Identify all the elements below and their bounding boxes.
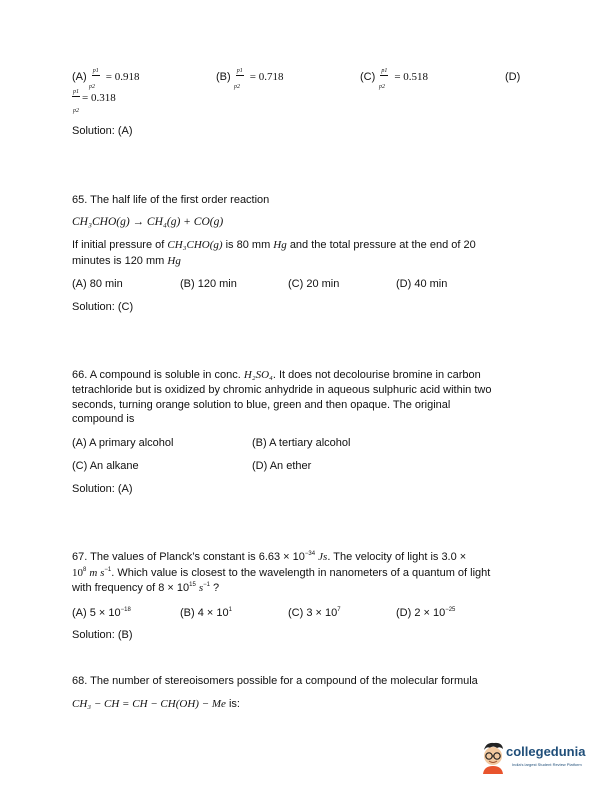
q66-option-b: (B) A tertiary alcohol: [252, 437, 351, 449]
text: is:: [228, 698, 240, 710]
logo-name: collegedunia: [506, 744, 586, 759]
fraction-numerator: p1: [73, 89, 79, 95]
option-value: = 0.318: [82, 92, 116, 104]
fraction-p1-p2: [72, 91, 82, 105]
text: with frequency of 8 × 10: [72, 582, 190, 594]
fraction-denominator: p2: [379, 84, 385, 90]
q67-line3: [72, 581, 219, 595]
formula: CH₃ − CH = CH − CH(OH) − Me: [72, 698, 226, 710]
q67-option-b: [180, 606, 232, 620]
unit: m s: [89, 567, 105, 579]
unit: Hg: [167, 255, 181, 267]
q64-option-d-label: (D): [505, 71, 521, 83]
exponent: −25: [445, 607, 456, 613]
q64-option-c: [360, 70, 428, 84]
q66-option-c: (C) An alkane: [72, 460, 139, 472]
option-text: (A) 5 × 10: [72, 607, 121, 619]
fraction-p1-p2: [90, 70, 106, 84]
q66-line2: tetrachloride but is oxidized by chromic anhydride in aqueous sulphuric acid within two: [72, 384, 492, 396]
q65-reaction: CH₃CHO(g) → CH₄(g) + CO(g): [72, 216, 224, 228]
fraction-numerator: p1: [236, 68, 243, 74]
q67-line2: [72, 566, 490, 580]
q66-line3: seconds, turning orange solution to blue, green and then opaque. The original: [72, 399, 451, 411]
q66-option-a: (A) A primary alcohol: [72, 437, 174, 449]
q67-solution: Solution: (B): [72, 629, 133, 641]
q65-option-b: (B) 120 min: [180, 278, 237, 290]
option-label: (B): [216, 71, 231, 83]
option-text: (C) 3 × 10: [288, 607, 338, 619]
text: . It does not decolourise bromine in carbon: [272, 369, 481, 381]
unit: s: [198, 582, 204, 594]
option-label: (C): [360, 71, 376, 83]
option-value: = 0.718: [249, 71, 284, 83]
fraction-denominator: p2: [89, 84, 95, 90]
collegedunia-logo-icon: [478, 740, 508, 774]
q66-solution: Solution: (A): [72, 483, 133, 495]
q68-line1: 68. The number of stereoisomers possible for a compound of the molecular formula: [72, 675, 478, 687]
option-label: (A): [72, 71, 87, 83]
logo-tagline: India's largest Student Review Platform: [512, 762, 582, 767]
fraction-denominator: p2: [73, 108, 79, 114]
text: minutes is 120 mm: [72, 255, 165, 267]
q65-question: 65. The half life of the first order reaction: [72, 194, 270, 206]
q65-solution: Solution: (C): [72, 301, 134, 313]
q68-formula-line: [72, 697, 240, 711]
exponent: 7: [337, 607, 341, 613]
q64-option-d-value: [72, 91, 116, 105]
species: CH₃CHO(g): [167, 239, 223, 251]
option-value: = 0.918: [105, 71, 140, 83]
fraction-p1-p2: [234, 70, 250, 84]
q64-option-b: [216, 70, 283, 84]
text: If initial pressure of: [72, 239, 165, 251]
base: 10: [72, 567, 83, 579]
fraction-numerator: p1: [381, 68, 388, 74]
fraction-denominator: p2: [234, 84, 240, 90]
q67-line1: [72, 550, 466, 564]
exponent: −18: [120, 607, 131, 613]
text: and the total pressure at the end of 20: [289, 239, 476, 251]
option-text: (B) 4 × 10: [180, 607, 229, 619]
text: . The velocity of light is 3.0 ×: [327, 551, 467, 563]
option-value: = 0.518: [394, 71, 429, 83]
fraction-p1-p2: [378, 70, 394, 84]
unit: Js: [318, 551, 328, 563]
q65-option-c: (C) 20 min: [288, 278, 340, 290]
q65-line1: [72, 238, 476, 252]
q66-line1: [72, 368, 481, 382]
q64-option-a: [72, 70, 139, 84]
text: 66. A compound is soluble in conc.: [72, 369, 241, 381]
q65-option-d: (D) 40 min: [396, 278, 448, 290]
q66-option-d: (D) An ether: [252, 460, 312, 472]
q64-solution: Solution: (A): [72, 125, 133, 137]
q66-line4: compound is: [72, 413, 135, 425]
text: ?: [213, 582, 220, 594]
q67-option-c: [288, 606, 341, 620]
exponent: −1: [104, 567, 112, 573]
unit: Hg: [273, 239, 287, 251]
exponent: 1: [228, 607, 232, 613]
q65-option-a: (A) 80 min: [72, 278, 123, 290]
text: 67. The values of Planck’s constant is 6.63 × 10: [72, 551, 305, 563]
text: is 80 mm: [225, 239, 271, 251]
acid-formula: H₂SO₄: [243, 369, 273, 381]
text: . Which value is closest to the wavelength in nanometers of a quantum of light: [111, 567, 491, 579]
exponent: 15: [189, 582, 196, 588]
exponent: −1: [203, 582, 210, 588]
exponent: −34: [304, 551, 316, 557]
exponent: 8: [83, 567, 87, 573]
q67-option-d: [396, 606, 455, 620]
q65-line2: [72, 254, 181, 268]
fraction-numerator: p1: [92, 68, 99, 74]
q67-option-a: [72, 606, 131, 620]
option-text: (D) 2 × 10: [396, 607, 446, 619]
